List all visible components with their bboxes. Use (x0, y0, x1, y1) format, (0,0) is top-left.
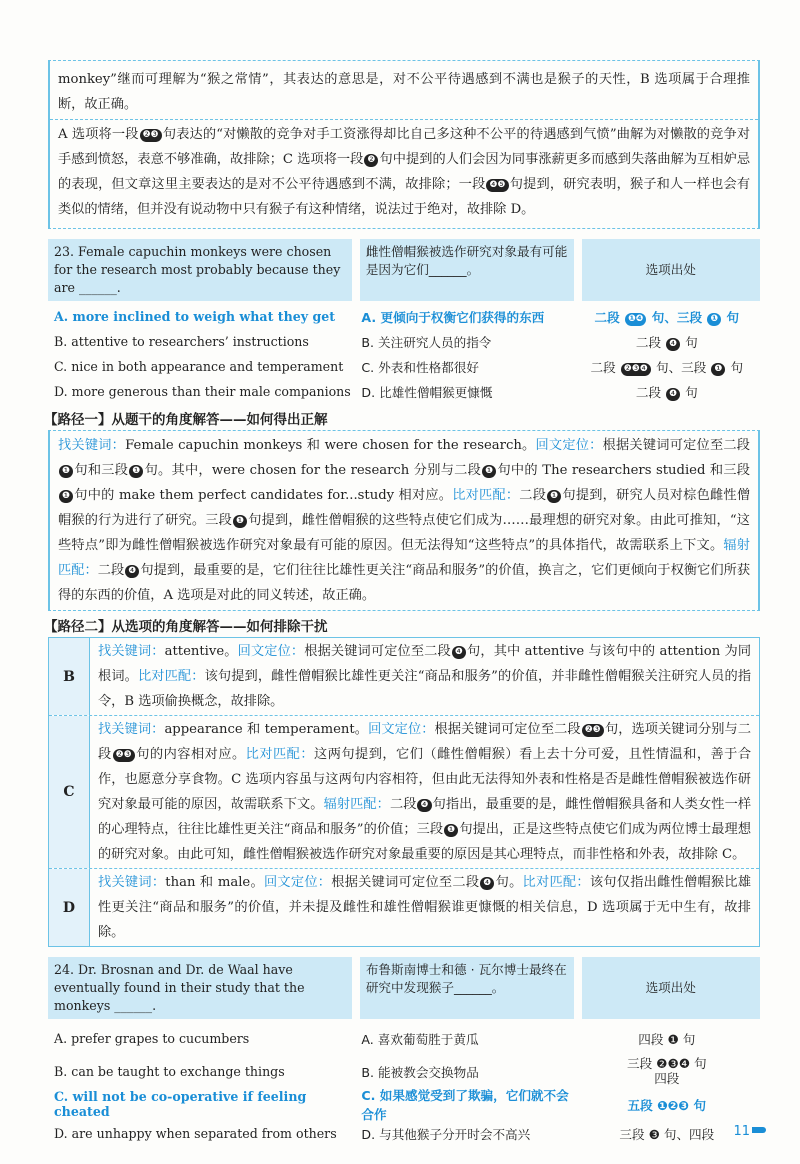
option-d: D. are unhappy when separated from others D. 与其他猴子分开时会不高兴 三段 ❸ 句、四段 (54, 1125, 715, 1142)
option-b: B. can be taught to exchange things B. 能被教会交换物品 三段 ❷❸❹ 句 四段 (54, 1056, 707, 1086)
option-label: B (49, 638, 90, 715)
sentence-marker: ❷❸❹ (621, 363, 651, 376)
option-label: D (49, 869, 90, 946)
route-2-title: 【路径二】从选项的角度解答——如何排除干扰 (44, 619, 328, 635)
arrow-icon (752, 1127, 766, 1133)
question-23-options (48, 303, 760, 404)
sentence-marker: ❷ (364, 154, 378, 167)
page-number: 11 (733, 1124, 766, 1139)
option-c: C. nice in both appearance and temperament C. 外表和性格都很好 二段 ❷❸❹ 句、三段 ❶ 句 (54, 359, 744, 375)
table-row: B 找关键词：attentive。回文定位：根据关键词可定位至二段 ❹ 句，其中 attentive 与该句中的 attention 为同根词。比对匹配：该句提到，雌性僧帽猴比雄性更关注“商品和服务”的价值，并非雌性僧帽猴关注研究人员的指令，B 选项偷换概念，故排除。 (49, 638, 759, 716)
divider (50, 119, 758, 120)
source-header: 选项出处 (582, 957, 760, 1019)
route-1-box: 找关键词：Female capuchin monkeys 和 were chosen for the research。回文定位：根据关键词可定位至二段❶ 句和三段 ❶ 句。其中，were chosen for the research 分别与二段 ❶ 句中的 The researchers studied 和三段❶ 句中的 make them perfect candidates for...study 相对应。比对匹配：二段 ❶ 句提到，研究人员对棕色雌性僧帽猴的行为进行了研究。三段 ❶ 句提到，雌性僧帽猴的这些特点使它们成为……最理想的研究对象。由此可推知，“这些特点”即为雌性僧帽猴被选作研究对象最有可能的原因。但无法得知“这些特点”的具体指代，故需联系上下文。辐射匹配：二段 ❹ 句提到，最重要的是，它们往往比雄性更关注“商品和服务”的价值，换言之，它们更倾向于权衡它们所获得的东西的价值，A 选项是对此的同义转述，故正确。 (48, 430, 760, 611)
question-24-header (48, 957, 760, 1019)
explanation-box-q22 (48, 60, 760, 229)
sentence-marker: ❹ (666, 388, 680, 401)
question-23-stem-cn: 雌性僧帽猴被选作研究对象最有可能是因为它们______。 (360, 239, 574, 301)
question-24-stem-cn: 布鲁斯南博士和德 · 瓦尔博士最终在研究中发现猴子______。 (360, 957, 574, 1019)
table-row: D 找关键词：than 和 male。回文定位：根据关键词可定位至二段 ❹ 句。比对匹配：该句仅指出雌性僧帽猴比雄性更关注“商品和服务”的价值，并未提及雌性和雄性僧帽猴谁更慷慨的相关信息，D 选项属于无中生有，故排除。 (49, 869, 759, 946)
sentence-marker: ❷❸ (140, 129, 162, 142)
option-a: A. more inclined to weigh what they get A. 更倾向于权衡它们获得的东西 二段 ❶❹ 句、三段 ❶ 句 (54, 308, 740, 325)
table-row: C 找关键词：appearance 和 temperament。回文定位：根据关键词可定位至二段 ❷❸ 句，选项关键词分别与二段 ❷❸ 句的内容相对应。比对匹配：这两句提到，它们（雌性僧帽猴）看上去十分可爱，且性情温和，善于合作，也愿意分享食物。C 选项内容虽与这两句内容相符，但由此无法得知外表和性格是否是雌性僧帽猴被选作研究对象最可能的原因，故需联系下文。辐射匹配：二段 ❹ 句指出，最重要的是，雌性僧帽猴具备和人类女性一样的心理特点，往往比雄性更关注“商品和服务”的价值；三段 ❶ 句提出，正是这些特点使它们成为两位博士最理想的研究对象。由此可知，雌性僧帽猴被选作研究对象最重要的原因是其心理特点，而非性格和外表，故排除 C。 (49, 716, 759, 869)
sentence-marker: ❶❹ (625, 313, 646, 326)
question-23-stem-en: 23. Female capuchin monkeys were chosen for the research most probably because they are ______. (48, 239, 352, 301)
option-label: C (49, 716, 90, 868)
option-b: B. attentive to researchers’ instructions B. 关注研究人员的指令 二段 ❹ 句 (54, 334, 698, 350)
question-24-options (48, 1023, 760, 1147)
source-header: 选项出处 (582, 239, 760, 301)
explanation-p2: A 选项将一段 ❷❸ 句表达的“对懒散的竞争对手工资涨得却比自己多这种不公平的待遇感到气愤”曲解为对懒散的竞争对手感到愤怒，表意不够准确，故排除；C 选项将一段 ❷ 句中提到的人们会因为同事涨薪更多而感到失落曲解为互相妒忌的表现，但文章这里主要表达的是对不公平待遇感到不满，故排除；一段 ❹❺ 句提到，研究表明，猴子和人一样也会有类似的情绪，但并没有说动物中只有猴子有这种情绪，说法过于绝对，故排除 D。 (58, 127, 751, 217)
route-1-title: 【路径一】从题干的角度解答——如何得出正解 (44, 412, 328, 428)
sentence-marker: ❶ (711, 363, 725, 376)
option-d: D. more generous than their male companions D. 比雄性僧帽猴更慷慨 二段 ❹ 句 (54, 384, 698, 400)
route-2-table (48, 637, 760, 947)
explanation-p1: monkey”继而可理解为“猴之常情”，其表达的意思是，对不公平待遇感到不满也是猴子的天性，B 选项属于合理推断，故正确。 (58, 72, 750, 112)
question-23-header (48, 239, 760, 301)
option-a: A. prefer grapes to cucumbers A. 喜欢葡萄胜于黄瓜 四段 ❶ 句 (54, 1030, 696, 1047)
page-content (44, 60, 760, 1147)
sentence-marker: ❹❺ (486, 179, 508, 192)
option-c: C. will not be co-operative if feeling cheated C. 如果感觉受到了欺骗，它们就不会合作 五段 ❶❷❸ 句 (54, 1088, 707, 1122)
sentence-marker: ❹ (666, 338, 680, 351)
sentence-marker: ❶ (707, 313, 721, 326)
question-24-stem-en: 24. Dr. Brosnan and Dr. de Waal have eventually found in their study that the monkeys ______. (48, 957, 352, 1019)
